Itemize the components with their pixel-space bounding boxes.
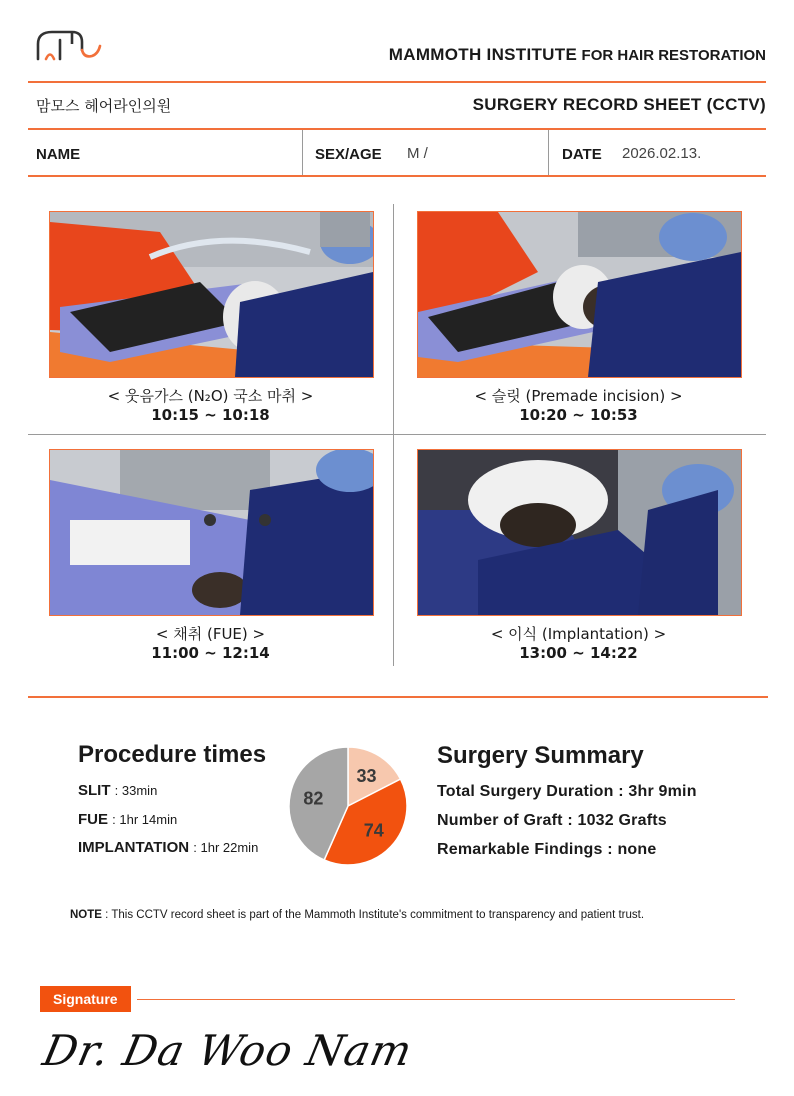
fue-label: FUE (78, 811, 108, 828)
divider (302, 130, 303, 175)
implantation-value: : 1hr 22min (193, 840, 259, 855)
step-3-title: < 채취 (FUE) > (155, 625, 266, 643)
date-label: DATE (562, 146, 602, 163)
fue-row (78, 811, 177, 828)
cctv-photo-anesthesia (49, 211, 374, 378)
cctv-photo-implantation (417, 449, 742, 616)
signature-name: Dr. Da Woo Nam (38, 1026, 417, 1075)
institute-name (389, 45, 766, 65)
summary-findings: Remarkable Findings : none (437, 841, 657, 858)
divider (28, 128, 766, 130)
step-2-caption (417, 387, 740, 425)
institute-sub: FOR HAIR RESTORATION (581, 47, 766, 64)
divider (28, 175, 766, 177)
step-1-caption (49, 387, 372, 425)
pie-label-33: 33 (356, 765, 377, 786)
signature-tag: Signature (40, 986, 131, 1012)
step-3-time: 11:00 ~ 12:14 (151, 644, 270, 662)
step-4-time: 13:00 ~ 14:22 (519, 644, 638, 662)
slit-value: : 33min (114, 783, 158, 798)
step-1-title: < 웃음가스 (N₂O) 국소 마취 > (107, 387, 314, 405)
step-4-title: < 이식 (Implantation) > (490, 625, 667, 643)
date-value: 2026.02.13. (622, 145, 702, 162)
implantation-row (78, 839, 258, 856)
summary-grafts: Number of Graft : 1032 Grafts (437, 812, 667, 829)
clinic-korean-name: 맘모스 헤어라인의원 (36, 97, 172, 115)
divider (548, 130, 549, 175)
sexage-label: SEX/AGE (315, 146, 382, 163)
note-text: : This CCTV record sheet is part of the Mammoth Institute's commitment to transparency and patient trust. (105, 909, 645, 921)
divider (28, 696, 768, 698)
step-2-title: < 슬릿 (Premade incision) > (474, 387, 683, 405)
cctv-photo-fue (49, 449, 374, 616)
grid-divider-horizontal (28, 434, 766, 435)
step-3-caption (49, 625, 372, 663)
institute-main: MAMMOTH INSTITUTE (388, 45, 578, 64)
sexage-value: M / (407, 145, 428, 162)
step-2-time: 10:20 ~ 10:53 (519, 406, 638, 424)
note (70, 909, 644, 921)
pie-label-74: 74 (363, 820, 384, 841)
fue-value: : 1hr 14min (112, 812, 178, 827)
signature-line (137, 999, 735, 1000)
summary-heading: Surgery Summary (437, 742, 644, 769)
summary-duration: Total Surgery Duration : 3hr 9min (437, 783, 697, 800)
mammoth-logo-icon (34, 26, 106, 64)
implantation-label: IMPLANTATION (78, 839, 190, 856)
grid-divider-vertical (393, 204, 394, 666)
note-label: NOTE (70, 909, 102, 921)
pie-label-82: 82 (303, 788, 324, 809)
step-1-time: 10:15 ~ 10:18 (151, 406, 270, 424)
slit-label: SLIT (78, 782, 111, 799)
procedure-heading: Procedure times (78, 741, 267, 768)
sheet-title: SURGERY RECORD SHEET (CCTV) (472, 95, 766, 114)
divider (28, 81, 766, 83)
procedure-pie-chart (287, 745, 409, 867)
cctv-photo-slit (417, 211, 742, 378)
step-4-caption (417, 625, 740, 663)
slit-row (78, 782, 157, 799)
name-label: NAME (36, 146, 81, 163)
